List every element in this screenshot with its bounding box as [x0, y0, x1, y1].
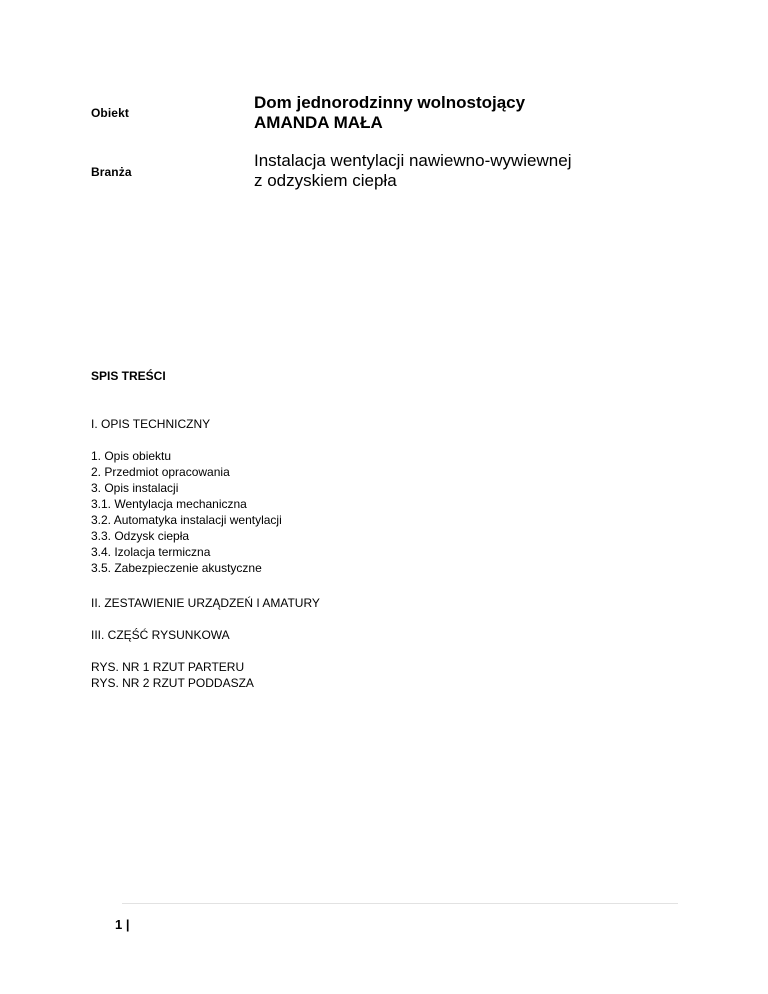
toc-item: 3.3. Odzysk ciepła [91, 529, 190, 543]
toc-item: 3.2. Automatyka instalacji wentylacji [91, 513, 282, 527]
toc-item: 3.5. Zabezpieczenie akustyczne [91, 561, 262, 575]
toc-item: 3.4. Izolacja termiczna [91, 545, 211, 559]
toc-section2-title: II. ZESTAWIENIE URZĄDZEŃ I AMATURY [91, 596, 320, 610]
branch-value-line1: Instalacja wentylacji nawiewno-wywiewnej [254, 151, 572, 170]
object-value [254, 93, 525, 133]
toc-section2 [91, 595, 320, 611]
toc-heading: SPIS TREŚCI [91, 369, 166, 383]
object-value-line1: Dom jednorodzinny wolnostojący [254, 93, 526, 112]
branch-label: Branża [91, 165, 132, 179]
page-number: 1 | [115, 917, 130, 932]
toc-section3 [91, 627, 230, 643]
toc-section3-title: III. CZĘŚĆ RYSUNKOWA [91, 628, 230, 642]
footer-divider [122, 903, 678, 904]
toc-item: 3.1. Wentylacja mechaniczna [91, 497, 247, 511]
toc-section1 [91, 416, 210, 432]
toc-item: RYS. NR 1 RZUT PARTERU [91, 660, 245, 674]
toc-section1-list [91, 448, 282, 576]
toc-section3-list [91, 659, 254, 691]
toc-section1-title: I. OPIS TECHNICZNY [91, 417, 211, 431]
branch-value-line2: z odzyskiem ciepła [254, 171, 397, 190]
branch-value [254, 151, 571, 191]
object-value-line2: AMANDA MAŁA [254, 113, 383, 132]
toc-item: 1. Opis obiektu [91, 449, 172, 463]
toc-item: RYS. NR 2 RZUT PODDASZA [91, 676, 254, 690]
toc-item: 3. Opis instalacji [91, 481, 179, 495]
toc-item: 2. Przedmiot opracowania [91, 465, 230, 479]
object-label: Obiekt [91, 106, 129, 120]
